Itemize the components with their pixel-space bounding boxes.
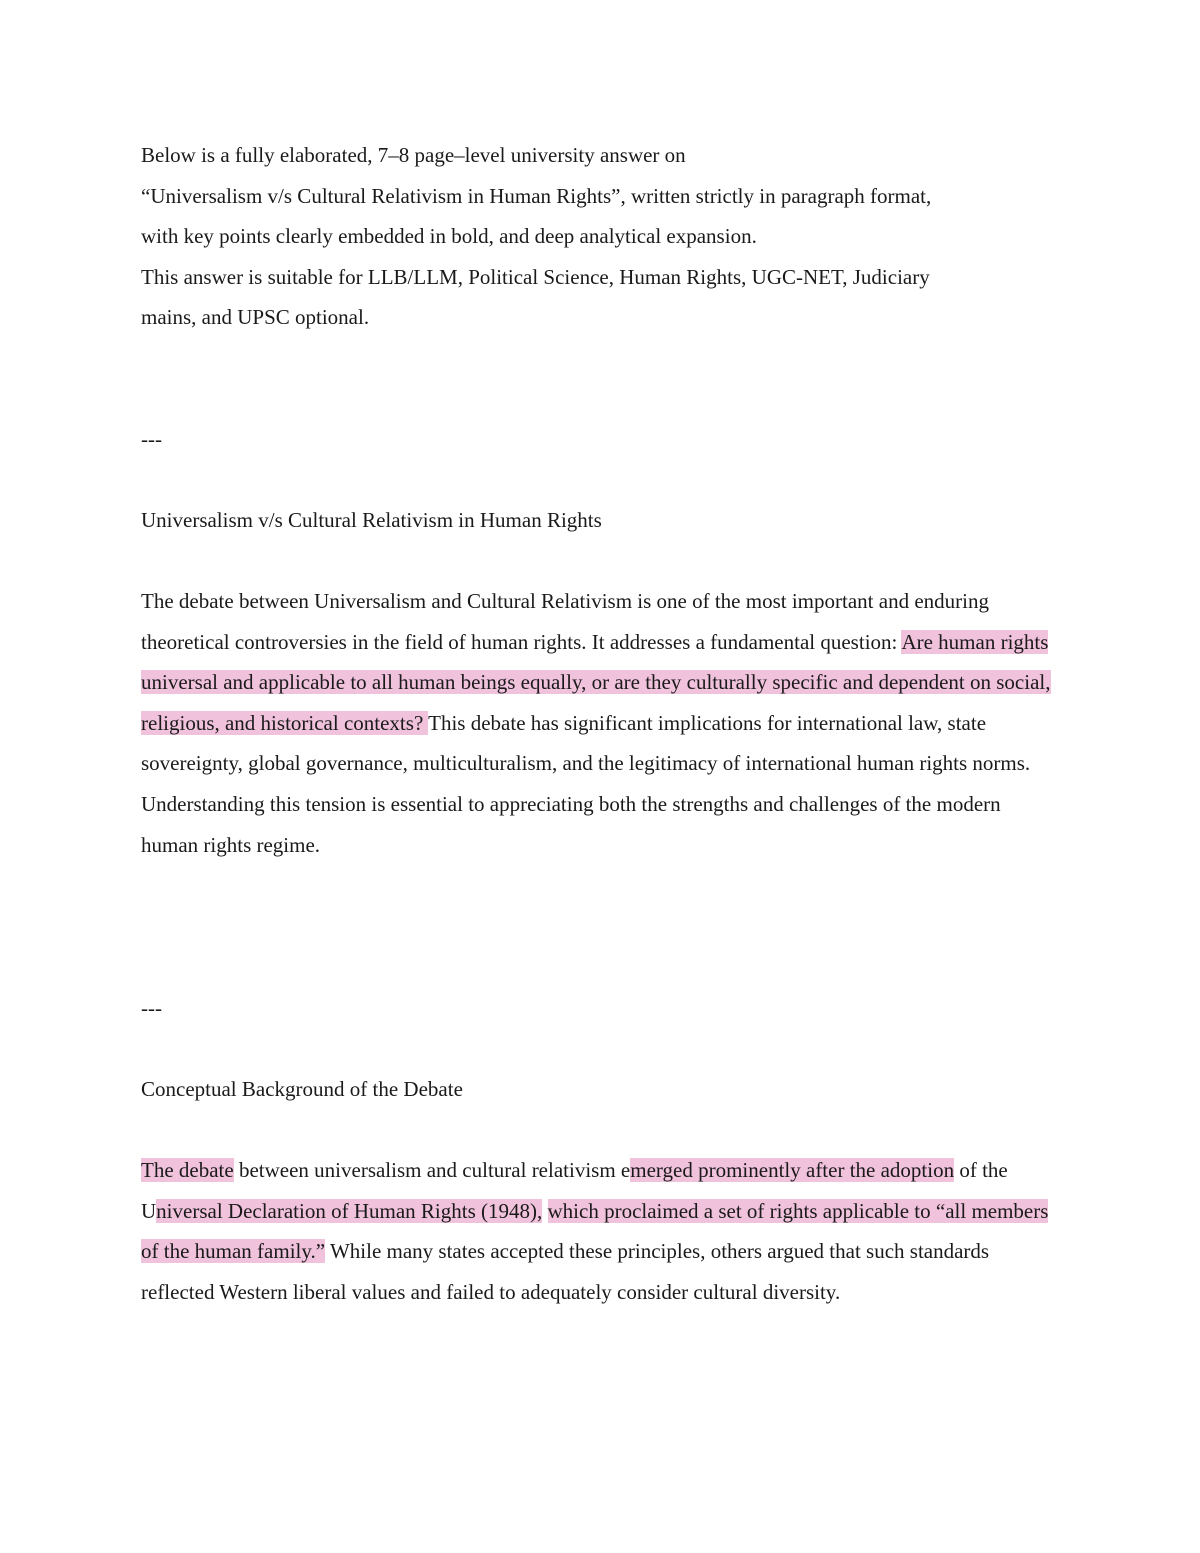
highlighted-text: which proclaimed a set of rights applicable to “all members of the human family.” — [141, 1198, 1049, 1264]
paragraph-text: The debate between Universalism and Cultural Relativism is one of the most important and enduring theoretical controversies in the field of human rights. It addresses a fundamental question: — [141, 589, 989, 654]
highlighted-text: niversal Declaration of Human Rights (1948), — [156, 1198, 543, 1223]
section-heading: Conceptual Background of the Debate — [141, 1077, 463, 1101]
section-paragraph — [141, 1150, 1061, 1312]
intro-line-3: with key points clearly embedded in bold, and deep analytical expansion. — [141, 224, 757, 249]
intro-line-1: Below is a fully elaborated, 7–8 page–level university answer on — [141, 143, 686, 167]
separator: --- — [141, 427, 162, 451]
separator: --- — [141, 996, 162, 1020]
intro-paragraph — [141, 135, 1061, 338]
intro-line-5: mains, and UPSC optional. — [141, 305, 370, 330]
paragraph-text: While many states accepted these principles, others argued that such standards reflected Western liberal values and failed to adequately consider cultural diversity. — [141, 1239, 990, 1304]
intro-line-4: This answer is suitable for LLB/LLM, Political Science, Human Rights, UGC-NET, Judiciary — [141, 264, 930, 289]
paragraph-text: of the U — [141, 1158, 1008, 1223]
section-paragraph — [141, 581, 1061, 865]
highlighted-text: Are human rights universal and applicable to all human beings equally, or are they culturally specific and dependent on social, religious, and historical contexts? — [141, 629, 1051, 735]
paragraph-text: between universalism and cultural relativism e — [233, 1158, 631, 1182]
highlighted-text: The debate — [141, 1158, 234, 1182]
paragraph-text: This debate has significant implications for international law, state sovereignty, global governance, multiculturalism, and the legitimacy of international human rights norms. Understanding this tension is essential to appreciating both the strengths and challenges of the modern human rights regime. — [141, 710, 1031, 857]
intro-line-2: “Universalism v/s Cultural Relativism in Human Rights”, written strictly in paragraph format, — [141, 183, 932, 208]
highlighted-text: merged prominently after the adoption — [630, 1158, 955, 1182]
section-heading: Universalism v/s Cultural Relativism in Human Rights — [141, 508, 602, 532]
paragraph-text — [542, 1199, 547, 1223]
